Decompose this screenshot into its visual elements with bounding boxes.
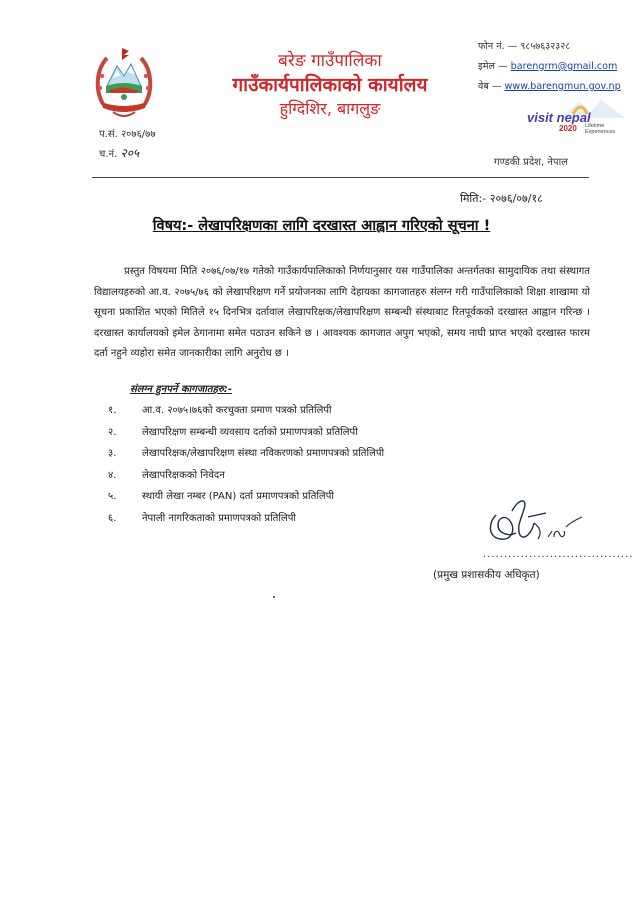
reference-numbers xyxy=(99,126,156,164)
visit-nepal-tagline: Lifetime Experiences xyxy=(585,123,616,135)
list-item: ५. स्थायी लेखा नम्बर (PAN) दर्ता प्रमाणपत्रको प्रतिलिपी xyxy=(108,491,334,503)
office-heading xyxy=(210,50,450,120)
list-item: २. लेखापरिक्षण सम्बन्धी व्यवसाय दर्ताको प्रमाणपत्रको प्रतिलिपी xyxy=(108,426,358,438)
visit-nepal-year: 2020 xyxy=(559,124,577,133)
patra-sankhya: प.सं. २०७६/७७ xyxy=(99,129,156,140)
notice-subject xyxy=(0,215,643,235)
contact-info xyxy=(478,37,621,97)
email-link[interactable]: barengrm@gmail.com xyxy=(510,61,618,72)
website-label: वेब — xyxy=(478,81,502,92)
chalani-value: २०५ xyxy=(120,146,140,160)
list-item: १. आ.व. २०७५।७६को करचुक्ता प्रमाण पत्रको प्रतिलिपी xyxy=(108,405,332,416)
phone-label: फोन नं. — xyxy=(478,41,518,52)
chalani-label: च.नं. xyxy=(99,149,118,160)
nepal-emblem-icon xyxy=(93,46,155,122)
scan-speck xyxy=(273,596,275,598)
phone-row xyxy=(478,37,621,57)
header-divider xyxy=(92,177,589,178)
body-paragraph: प्रस्तुत विषयमा मिति २०७६/०७/१७ गतेको गाउँकार्यपालिकाको निर्णयानुसार यस गाउँपालिका अन्तर्गतका सामुदायिक तथा संस्थागत विद्यालयहरुको आ.व. २०७५/७६ को लेखापरिक्षण गर्ने प्रयोजनका लागि देहायका कागजातहरु संलग्न गरी गाउँपालिकाको शिक्षा शाखामा यो सूचना प्रकाशित भएको मितिले १५ दिनभित्र दर्तावाल लेखापरिक्षक/लेखापरिक्षण सम्बन्धी संस्थाबाट रितपूर्वकको दरखास्त आह्वान गरिन्छ । दरखास्त कार्यालयको इमेल ठेगानामा समेत पठाउन सकिने छ । आवश्यक कागजात अपुग भएको, समय नाघी प्राप्त भएको दरखास्त फारम दर्ता नहुने व्यहोरा समेत जानकारीका लागि अनुरोध छ । xyxy=(94,266,590,359)
visit-nepal-logo-icon xyxy=(521,96,633,136)
signature-line: .................................... xyxy=(483,549,634,560)
visit-nepal-word: visit nepal xyxy=(527,110,591,125)
municipality-name: बरेङ गाउँपालिका xyxy=(278,51,382,71)
phone-number: ९८५७६३२३२८ xyxy=(520,41,571,52)
province-line: गण्डकी प्रदेश, नेपाल xyxy=(494,157,568,168)
signature-icon xyxy=(482,493,588,551)
office-name: गाउँकार्यपालिकाको कार्यालय xyxy=(232,74,428,96)
office-address: हुग्दिशिर, बागलुङ xyxy=(279,99,381,118)
signatory-title: (प्रमुख प्रशासकीय अधिकृत) xyxy=(433,569,540,581)
notice-date: मिति:- २०७६/०७/१८ xyxy=(460,192,543,205)
email-row xyxy=(478,57,621,77)
list-item: ६. नेपाली नागरिकताको प्रमाणपत्रको प्रतिलिपी xyxy=(108,512,296,524)
website-row xyxy=(478,77,621,97)
list-item: ४. लेखापरिक्षकको निवेदन xyxy=(108,469,225,481)
email-label: इमेल — xyxy=(478,61,508,72)
notice-body xyxy=(94,262,590,365)
subject-text: विषय:- लेखापरिक्षणका लागि दरखास्त आह्वान गरिएको सूचना ! xyxy=(152,218,491,234)
chalani-number xyxy=(99,144,156,164)
documents-list xyxy=(108,400,384,530)
annex-heading: संलग्न हुनपर्ने कागजातहरु:- xyxy=(130,384,233,395)
list-item: ३. लेखापरिक्षक/लेखापरिक्षण संस्था नविकरणको प्रमाणपत्रको प्रतिलिपी xyxy=(108,448,385,460)
website-link[interactable]: www.barengmun.gov.np xyxy=(504,81,621,92)
